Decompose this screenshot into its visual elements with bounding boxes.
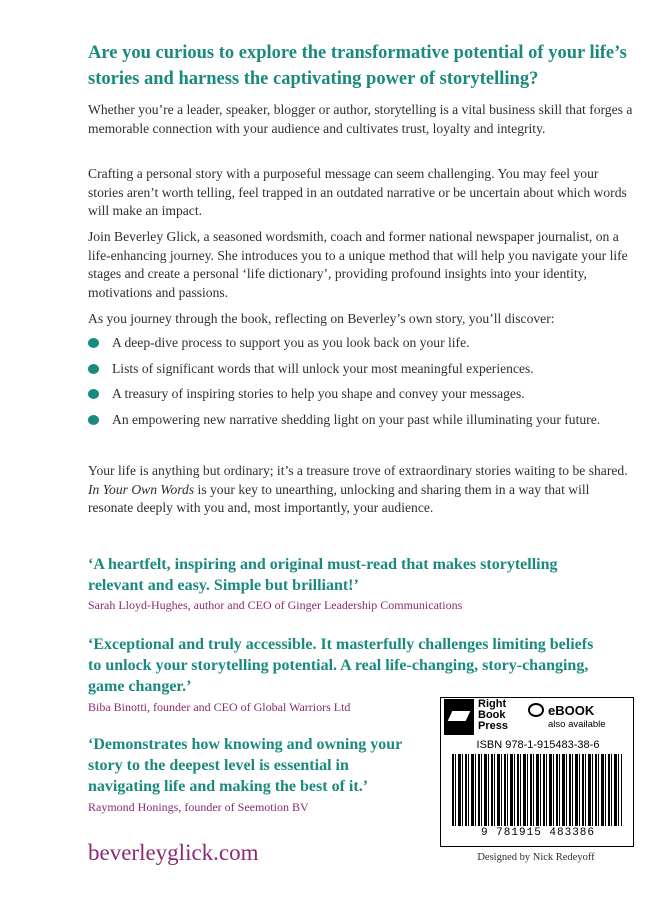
quote-2: ‘Exceptional and truly accessible. It masterfully challenges limiting beliefs to unlock your storytelling potential. A real life-changing, story-changing, game changer.’ xyxy=(88,636,594,695)
list-item xyxy=(88,360,633,379)
challenge-paragraph: Crafting a personal story with a purposeful message can seem challenging. You may feel your stories aren’t worth telling, feel trapped in an outdated narrative or be uncertain about which words will make an impact. xyxy=(88,166,627,218)
ebook-availability: also available xyxy=(548,719,606,730)
quote-1: ‘A heartfelt, inspiring and original must-read that makes storytelling relevant and easy. Simple but brilliant!’ xyxy=(88,556,558,594)
bullet-dot-icon xyxy=(88,364,99,374)
closing-text-end: is your key to unearthing, unlocking and sharing them in a way that will resonate deeply with you and, most importantly, your audience. xyxy=(88,481,590,515)
list-item-text: Lists of significant words that will unlock your most meaningful experiences. xyxy=(112,360,534,376)
discover-intro: As you journey through the book, reflecting on Beverley’s own story, you’ll discover: xyxy=(88,311,555,326)
closing-paragraph xyxy=(88,462,633,518)
quote-1-attribution: Sarah Lloyd-Hughes, author and CEO of Ginger Leadership Communications xyxy=(88,598,463,612)
benefits-list xyxy=(88,334,633,436)
designer-credit: Designed by Nick Redeyoff xyxy=(477,852,595,863)
isbn-number: ISBN 978-1-915483-38-6 xyxy=(476,739,600,751)
list-item-text: A treasury of inspiring stories to help you shape and convey your messages. xyxy=(112,386,525,401)
quote-2-attribution: Biba Binotti, founder and CEO of Global Warriors Ltd xyxy=(88,700,351,714)
publisher-name: Right Book Press xyxy=(478,698,508,732)
closing-text-start: Your life is anything but ordinary; it’s a treasure trove of extraordinary stories waiting to be shared. xyxy=(88,463,628,478)
publisher-row xyxy=(440,697,632,737)
ebook-icon xyxy=(528,703,544,717)
publisher-logo-icon xyxy=(444,699,474,735)
list-item xyxy=(88,411,633,430)
list-item-text: An empowering new narrative shedding light on your past while illuminating your future. xyxy=(112,411,601,427)
list-item-text: A deep-dive process to support you as you look back on your life. xyxy=(112,335,470,350)
list-item xyxy=(88,385,633,404)
bullet-dot-icon xyxy=(88,389,99,399)
bullet-dot-icon xyxy=(88,338,99,348)
website-url[interactable]: beverleyglick.com xyxy=(88,840,259,865)
quote-3: ‘Demonstrates how knowing and owning your story to the deepest level is essential in navigating life and making the best of it.’ xyxy=(88,736,402,795)
barcode-bars xyxy=(452,754,622,826)
list-item xyxy=(88,334,633,353)
ebook-label: eBOOK xyxy=(548,703,595,718)
author-paragraph: Join Beverley Glick, a seasoned wordsmith, coach and former national newspaper journalist, on a life-enhancing journey. She introduces you to a unique method that will help you navigate your life stages and create a personal ‘life dictionary’, providing profound insights into your identity, motivations and passions. xyxy=(88,229,628,300)
quote-3-attribution: Raymond Honings, founder of Seemotion BV xyxy=(88,800,309,814)
bullet-dot-icon xyxy=(88,415,99,425)
barcode-digits: 9 781915 483386 xyxy=(480,827,596,839)
book-title: In Your Own Words xyxy=(88,481,195,497)
headline: Are you curious to explore the transformative potential of your life’s stories and harness the captivating power of storytelling? xyxy=(88,43,627,89)
intro-paragraph: Whether you’re a leader, speaker, blogger or author, storytelling is a vital business skill that forges a memorable connection with your audience and cultivates trust, loyalty and integrity. xyxy=(88,102,633,136)
